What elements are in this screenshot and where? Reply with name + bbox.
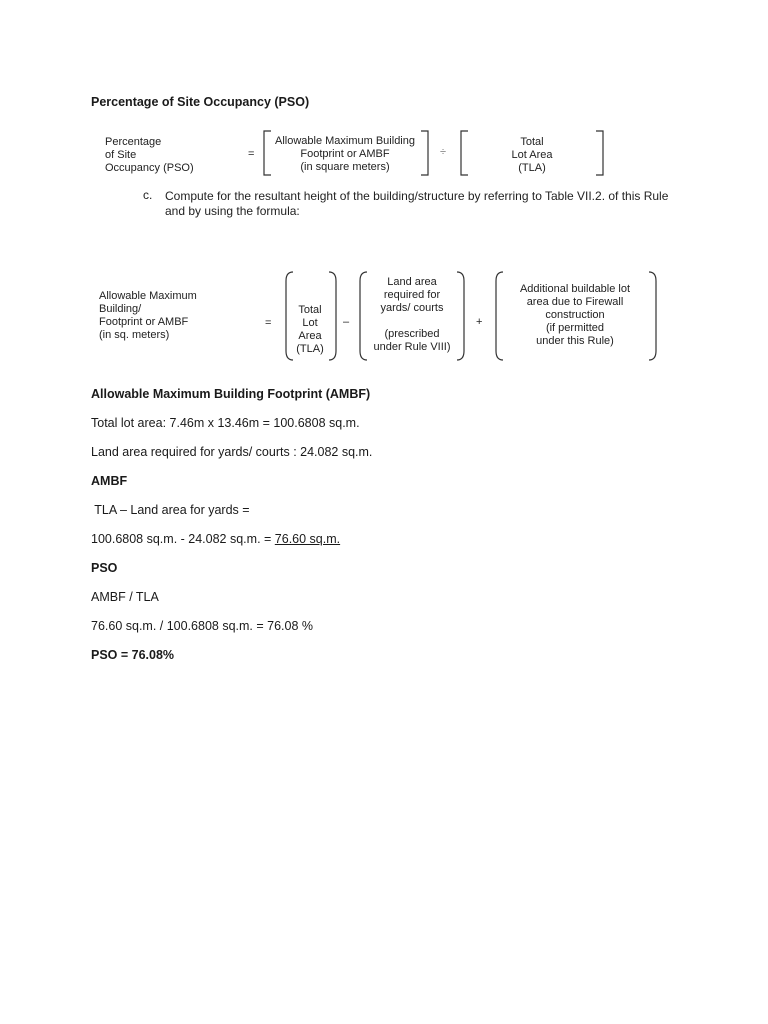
ambf-heading: Allowable Maximum Building Footprint (AMBF) <box>91 387 371 401</box>
firewall-box-line: Additional buildable lot <box>519 283 631 295</box>
minus-sign: – <box>343 316 350 328</box>
pso-left-label-line: Percentage <box>105 136 162 148</box>
right-paren-icon <box>648 271 658 361</box>
divide-sign: ÷ <box>440 146 447 158</box>
pso-calculation-line: 76.60 sq.m. / 100.6808 sq.m. = 76.08 % <box>91 619 314 633</box>
yards-box-line: under Rule VIII) <box>373 341 451 353</box>
tla-box-line: Area <box>298 330 322 342</box>
firewall-box-line: under this Rule) <box>536 335 614 347</box>
firewall-box-line: area due to Firewall <box>526 296 624 308</box>
right-bracket-icon <box>420 130 430 176</box>
firewall-box-line: (if permitted <box>545 322 605 334</box>
yards-box-line: Land area <box>387 276 437 288</box>
item-text <box>165 189 668 219</box>
equals-sign: = <box>248 148 255 160</box>
plus-sign: + <box>476 316 483 328</box>
tla-formula-line: TLA – Land area for yards = <box>91 503 250 517</box>
item-letter: c. <box>143 188 153 202</box>
yards-box <box>362 276 462 354</box>
tla-box-line: Lot Area <box>511 149 553 161</box>
item-text-line: Compute for the resultant height of the building/structure by referring to Table VII.2. of this Rule <box>165 189 669 203</box>
pso-left-label-line: of Site <box>105 149 137 161</box>
ambf-left-label-line: Footprint or AMBF <box>99 316 189 328</box>
yards-box-line: yards/ courts <box>380 302 444 314</box>
ambf-label: AMBF <box>91 474 128 488</box>
ambf-left-label-line: (in sq. meters) <box>99 329 170 341</box>
tla-box <box>290 304 330 356</box>
pso-left-label <box>105 136 194 175</box>
tla-box-line: Lot <box>302 317 318 329</box>
equals-sign: = <box>265 317 272 329</box>
ambf-left-label-line: Allowable Maximum <box>99 290 197 302</box>
total-lot-area-line: Total lot area: 7.46m x 13.46m = 100.6808 sq.m. <box>91 416 360 430</box>
firewall-box <box>500 283 650 348</box>
pso-left-label-line: Occupancy (PSO) <box>105 162 194 174</box>
ambf-result: 76.60 sq.m. <box>274 532 341 546</box>
right-paren-icon <box>328 271 338 361</box>
ambf-calculation-line <box>91 532 340 546</box>
tla-box-line: (TLA) <box>518 162 546 174</box>
right-bracket-icon <box>595 130 605 176</box>
firewall-box-line: construction <box>545 309 605 321</box>
yards-box-line: required for <box>383 289 441 301</box>
item-text-line: and by using the formula: <box>165 204 300 218</box>
ambf-box-line: Allowable Maximum Building <box>274 135 415 147</box>
yards-box-line: (prescribed <box>384 328 440 340</box>
ambf-box <box>270 135 420 174</box>
pso-label: PSO <box>91 561 118 575</box>
yards-box-spacer <box>362 315 462 328</box>
tla-box-line: Total <box>298 304 322 316</box>
ambf-box-line: Footprint or AMBF <box>300 148 390 160</box>
ambf-box-line: (in square meters) <box>300 161 390 173</box>
tla-box <box>492 136 572 175</box>
left-bracket-icon <box>459 130 469 176</box>
ambf-tla-line: AMBF / TLA <box>91 590 159 604</box>
pso-result: PSO = 76.08% <box>91 648 175 662</box>
ambf-calculation-prefix: 100.6808 sq.m. - 24.082 sq.m. = <box>91 532 275 546</box>
pso-heading: Percentage of Site Occupancy (PSO) <box>91 95 310 109</box>
tla-box-line: (TLA) <box>296 343 324 355</box>
right-paren-icon <box>456 271 466 361</box>
ambf-left-label-line: Building/ <box>99 303 142 315</box>
ambf-left-label <box>99 290 197 342</box>
land-area-line: Land area required for yards/ courts : 24.082 sq.m. <box>91 445 373 459</box>
tla-box-line: Total <box>520 136 544 148</box>
